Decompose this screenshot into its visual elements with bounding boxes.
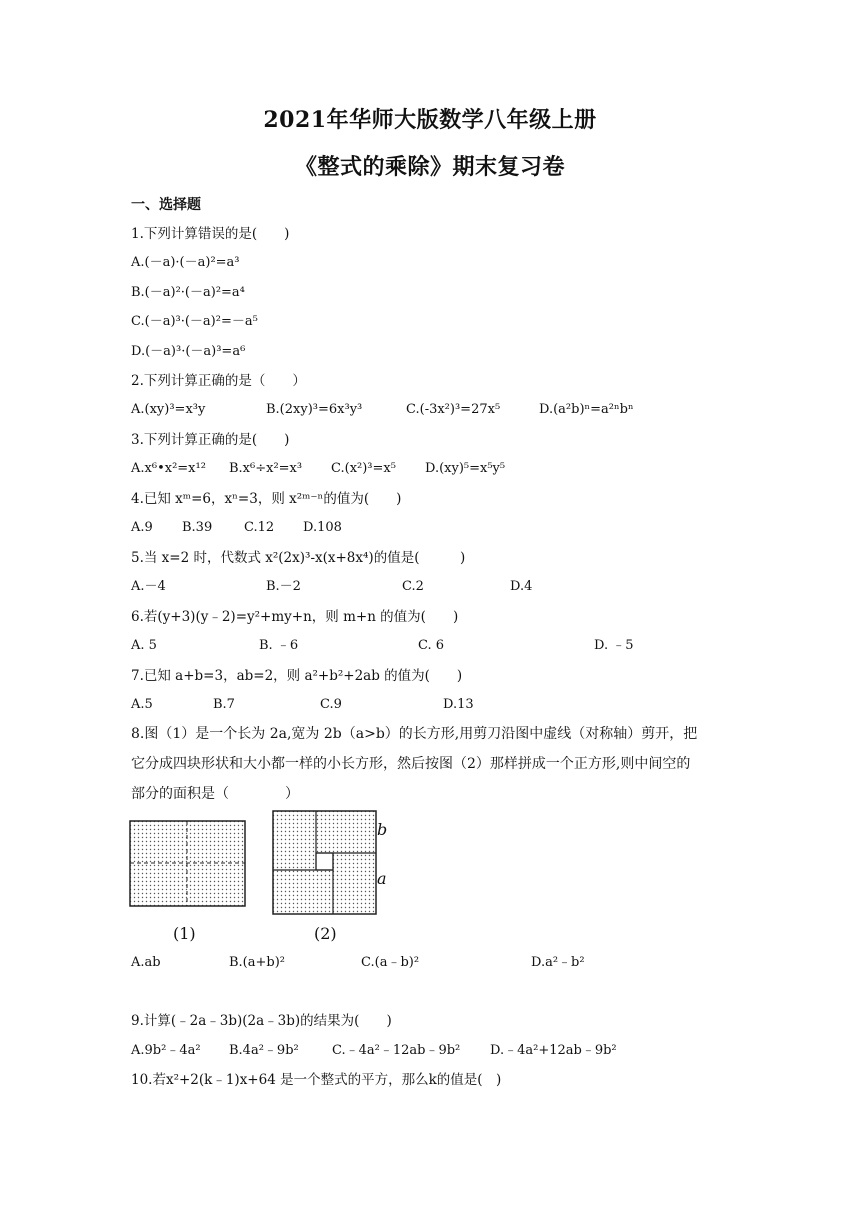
q8-option-d: D.a²﹣b²	[531, 955, 585, 970]
q8-stem-line3: 部分的面积是（ ）	[131, 786, 299, 802]
figure-1-rectangle	[129, 820, 247, 908]
q1-option-a: A.(－a)·(－a)²=a³	[131, 255, 240, 270]
q2-option-c: C.(-3x²)³=27x⁵	[406, 402, 501, 417]
q6-option-a: A. 5	[131, 638, 157, 653]
q4-option-a: A.9	[131, 520, 153, 535]
figure-2-caption: (2)	[314, 924, 337, 943]
q1-option-c: C.(－a)³·(－a)²=－a⁵	[131, 314, 258, 329]
q7-option-c: C.9	[320, 697, 342, 712]
q5-option-a: A.－4	[131, 579, 166, 594]
q9-stem: 9.计算(﹣2a﹣3b)(2a﹣3b)的结果为( )	[131, 1013, 392, 1029]
q2-option-a: A.(xy)³=x³y	[131, 402, 206, 417]
q5-option-b: B.－2	[266, 579, 301, 594]
q4-option-b: B.39	[182, 520, 213, 535]
q3-stem: 3.下列计算正确的是( )	[131, 432, 290, 448]
q7-stem: 7.已知 a+b=3，ab=2，则 a²+b²+2ab 的值为( )	[131, 668, 463, 684]
q5-option-d: D.4	[510, 579, 533, 594]
figure-2-label-a: a	[377, 869, 387, 888]
figure-2-center-hole	[316, 853, 333, 870]
q1-stem: 1.下列计算错误的是( )	[131, 226, 290, 242]
q9-option-a: A.9b²﹣4a²	[131, 1043, 201, 1058]
q7-option-a: A.5	[131, 697, 153, 712]
figure-2-square	[272, 810, 378, 916]
q2-option-d: D.(a²b)ⁿ=a²ⁿbⁿ	[539, 402, 634, 417]
q5-stem: 5.当 x=2 时，代数式 x²(2x)³-x(x+8x⁴)的值是( )	[131, 550, 466, 566]
q3-option-c: C.(x²)³=x⁵	[331, 461, 396, 476]
q4-option-c: C.12	[244, 520, 275, 535]
q8-option-c: C.(a﹣b)²	[361, 955, 420, 970]
q2-option-b: B.(2xy)³=6x³y³	[266, 402, 363, 417]
section-heading: 一、选择题	[131, 197, 201, 213]
q7-option-d: D.13	[443, 697, 474, 712]
q6-option-b: B. ﹣6	[259, 638, 299, 653]
q9-option-b: B.4a²﹣9b²	[229, 1043, 299, 1058]
q3-option-b: B.x⁶÷x²=x³	[229, 461, 303, 476]
q6-stem: 6.若(y+3)(y﹣2)=y²+my+n，则 m+n 的值为( )	[131, 609, 459, 625]
page-subtitle: 《整式的乘除》期末复习卷	[294, 154, 565, 180]
q9-option-c: C.﹣4a²﹣12ab﹣9b²	[332, 1043, 461, 1058]
figure-1-caption: (1)	[173, 924, 196, 943]
q8-option-a: A.ab	[131, 955, 161, 970]
q3-option-d: D.(xy)⁵=x⁵y⁵	[425, 461, 506, 476]
q8-stem-line2: 它分成四块形状和大小都一样的小长方形，然后按图（2）那样拼成一个正方形,则中间空的	[131, 756, 691, 772]
q3-option-a: A.x⁶•x²=x¹²	[131, 461, 206, 476]
q10-stem: 10.若x²+2(k﹣1)x+64 是一个整式的平方，那么k的值是( )	[131, 1072, 502, 1088]
q1-option-d: D.(－a)³·(－a)³=a⁶	[131, 344, 246, 359]
q7-option-b: B.7	[213, 697, 235, 712]
q8-option-b: B.(a+b)²	[229, 955, 286, 970]
q8-stem-line1: 8.图（1）是一个长为 2a,宽为 2b（a>b）的长方形,用剪刀沿图中虚线（对称轴）剪开，把	[131, 726, 698, 742]
figure-2-label-b: b	[377, 820, 388, 839]
q2-stem: 2.下列计算正确的是（ ）	[131, 373, 306, 389]
page-title: 2021年华师大版数学八年级上册	[263, 107, 597, 133]
q9-option-d: D.﹣4a²+12ab﹣9b²	[490, 1043, 617, 1058]
q1-option-b: B.(－a)²·(－a)²=a⁴	[131, 285, 245, 300]
q6-option-c: C. 6	[418, 638, 445, 653]
q4-stem: 4.已知 xᵐ=6，xⁿ=3，则 x²ᵐ⁻ⁿ的值为( )	[131, 491, 402, 507]
q6-option-d: D. ﹣5	[594, 638, 634, 653]
q5-option-c: C.2	[402, 579, 424, 594]
q4-option-d: D.108	[303, 520, 342, 535]
